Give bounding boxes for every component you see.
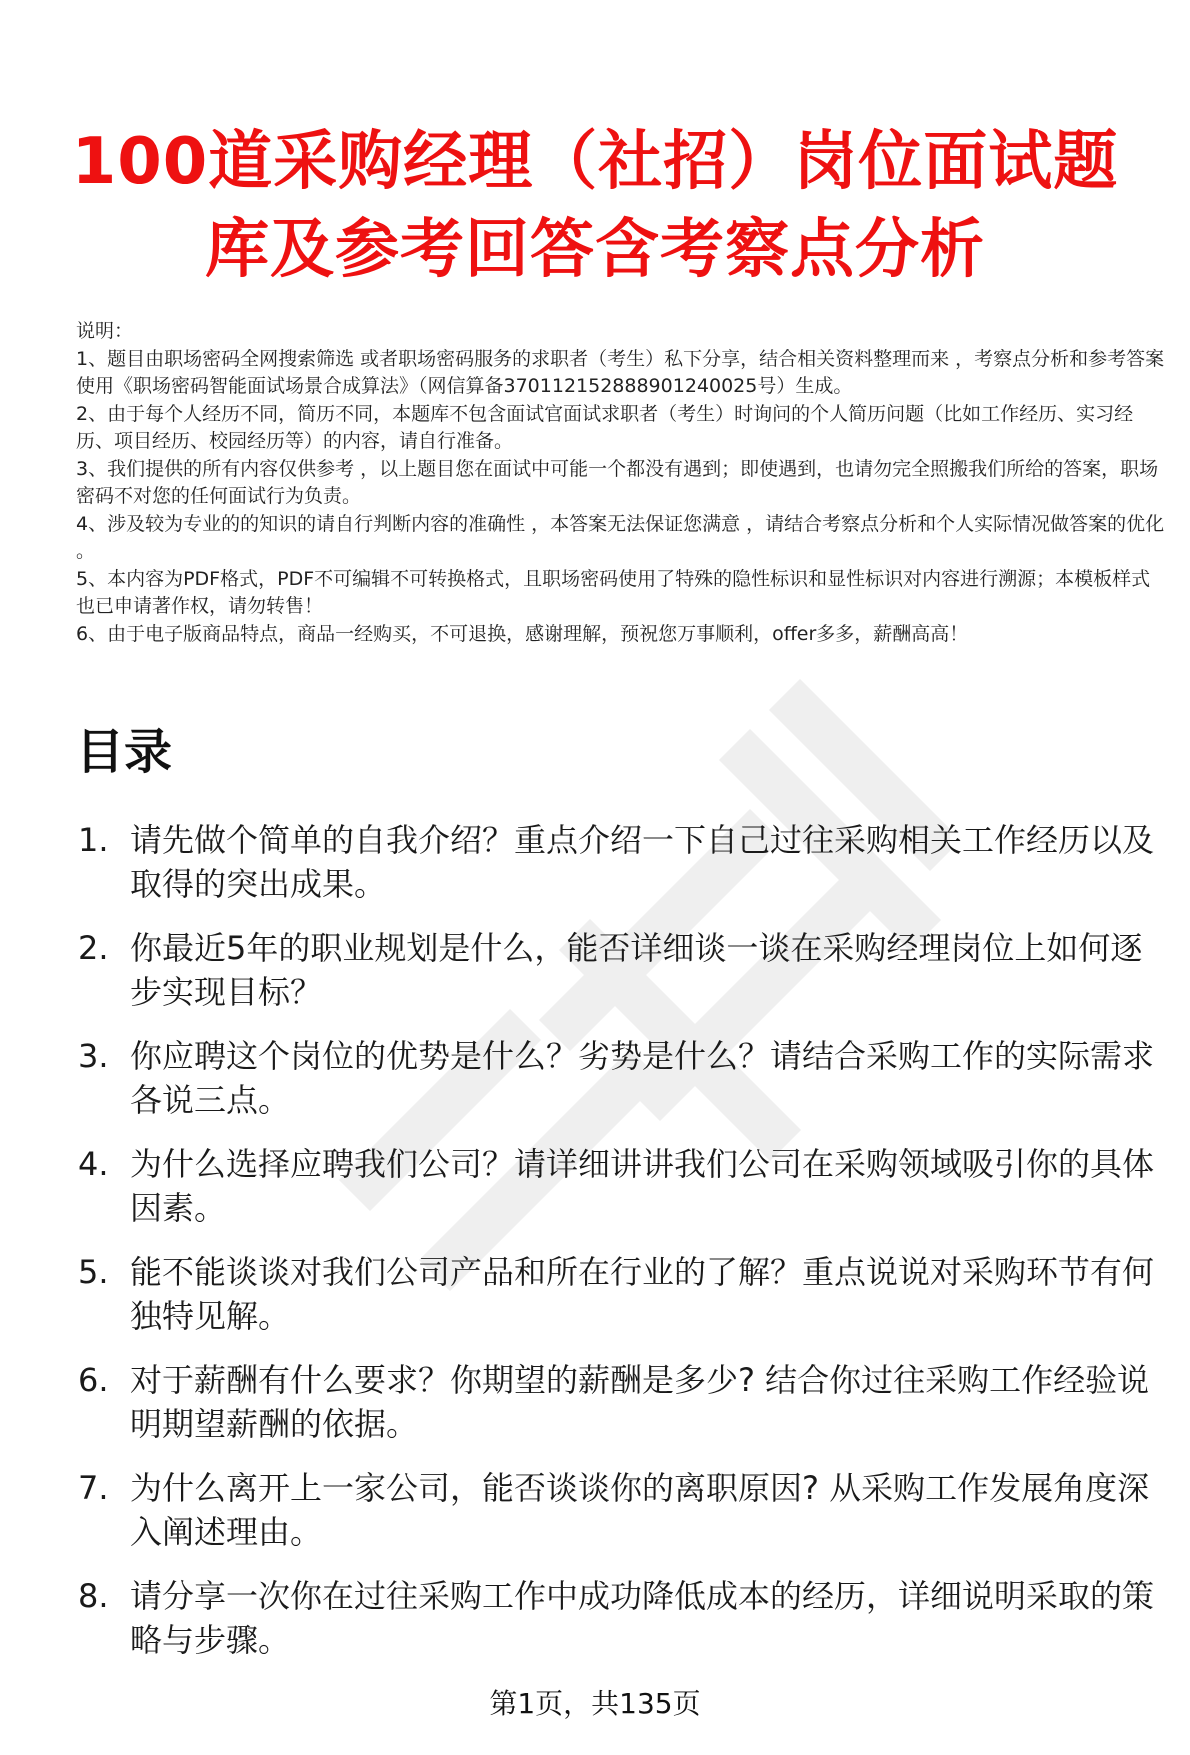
toc-item-number: 3. <box>78 1037 109 1075</box>
toc-item[interactable] <box>78 1466 1168 1554</box>
instruction-item: 3、我们提供的所有内容仅供参考 ，以上题目您在面试中可能一个都没有遇到；即使遇到，也请勿完全照搬我们所给的答案，职场密码不对您的任何面试行为负责。 <box>76 457 1159 507</box>
toc-item-text: 你应聘这个岗位的优势是什么？劣势是什么？请结合采购工作的实际需求各说三点。 <box>130 1037 1155 1119</box>
instructions-block <box>76 318 1166 648</box>
toc-item[interactable] <box>78 1358 1168 1446</box>
toc-item-number: 2. <box>78 929 109 967</box>
instructions-heading: 说明： <box>76 320 134 342</box>
toc-item-number: 8. <box>78 1577 109 1615</box>
toc-item-text: 你最近5年的职业规划是什么，能否详细谈一谈在采购经理岗位上如何逐步实现目标？ <box>130 929 1143 1011</box>
instruction-item: 4、涉及较为专业的的知识的请自行判断内容的准确性 ，本答案无法保证您满意 ，请结合考察点分析和个人实际情况做答案的优化 。 <box>76 512 1165 562</box>
toc-item-number: 5. <box>78 1253 109 1291</box>
instruction-item: 6、由于电子版商品特点，商品一经购买，不可退换，感谢理解，预祝您万事顺利，offer多多，薪酬高高！ <box>76 622 969 645</box>
toc-item-text: 请先做个简单的自我介绍？重点介绍一下自己过往采购相关工作经历以及取得的突出成果。 <box>130 821 1155 903</box>
toc-item-text: 为什么离开上一家公司，能否谈谈你的离职原因? 从采购工作发展角度深入阐述理由。 <box>130 1469 1150 1551</box>
toc-item-number: 4. <box>78 1145 109 1183</box>
toc-item-text: 请分享一次你在过往采购工作中成功降低成本的经历，详细说明采取的策略与步骤。 <box>130 1577 1155 1659</box>
toc-item-text: 为什么选择应聘我们公司？请详细讲讲我们公司在采购领域吸引你的具体因素。 <box>130 1145 1155 1227</box>
toc-item[interactable] <box>78 1034 1168 1122</box>
toc-item[interactable] <box>78 926 1168 1014</box>
toc-item[interactable] <box>78 1250 1168 1338</box>
instruction-item: 1、题目由职场密码全网搜索筛选 或者职场密码服务的求职者（考生）私下分享，结合相关资料整理而来 ，考察点分析和参考答案使用《职场密码智能面试场景合成算法》（网信算备370112152888901240025号）生成。 <box>76 347 1165 397</box>
instruction-item: 2、由于每个人经历不同，简历不同，本题库不包含面试官面试求职者（考生）时询问的个人简历问题（比如工作经历、实习经历、项目经历、校园经历等）的内容，请自行准备。 <box>76 402 1134 452</box>
document-title <box>60 118 1130 294</box>
instruction-item: 5、本内容为PDF格式，PDF不可编辑不可转换格式，且职场密码使用了特殊的隐性标识和显性标识对内容进行溯源；本模板样式也已申请著作权，请勿转售！ <box>76 567 1151 617</box>
toc-item-text: 能不能谈谈对我们公司产品和所在行业的了解？重点说说对采购环节有何独特见解。 <box>130 1253 1155 1335</box>
toc-item-number: 7. <box>78 1469 109 1507</box>
title-line-2: 库及参考回答含考察点分析 <box>205 213 985 287</box>
toc-item-text: 对于薪酬有什么要求？你期望的薪酬是多少? 结合你过往采购工作经验说明期望薪酬的依据。 <box>130 1361 1150 1443</box>
toc-item[interactable] <box>78 1574 1168 1662</box>
toc-item-number: 6. <box>78 1361 109 1399</box>
toc-heading: 目录 <box>76 724 173 780</box>
toc-item-number: 1. <box>78 821 109 859</box>
toc-list <box>78 818 1168 1682</box>
toc-item[interactable] <box>78 1142 1168 1230</box>
title-line-1: 100道采购经理（社招）岗位面试题 <box>71 125 1119 199</box>
page-footer: 第1页，共135页 <box>489 1687 701 1720</box>
toc-item[interactable] <box>78 818 1168 906</box>
